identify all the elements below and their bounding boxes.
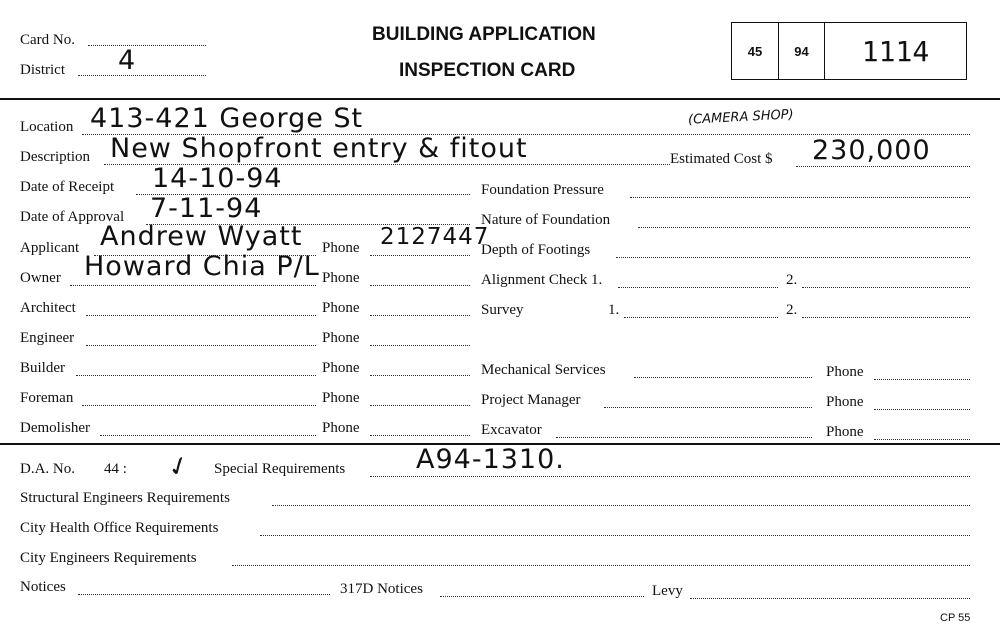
- foundation-pressure-line: [630, 197, 970, 198]
- location-note: (CAMERA SHOP): [687, 107, 795, 128]
- description-label: Description: [20, 149, 90, 165]
- foreman-phone-label: Phone: [322, 390, 360, 406]
- applicant-phone-line: [370, 255, 470, 256]
- city-engineers-label: City Engineers Requirements: [20, 550, 197, 566]
- engineer-line: [86, 345, 316, 346]
- da-no-label: D.A. No.: [20, 461, 75, 477]
- excavator-phone-label: Phone: [826, 424, 864, 440]
- mechanical-services-phone-line: [874, 379, 970, 380]
- levy-line: [690, 598, 970, 599]
- foreman-phone-line: [370, 405, 470, 406]
- owner-value: Howard Chia P/L: [84, 251, 320, 282]
- levy-label: Levy: [652, 583, 683, 599]
- structural-engineers-line: [272, 505, 970, 506]
- foundation-pressure-label: Foundation Pressure: [481, 182, 604, 198]
- location-label: Location: [20, 119, 74, 135]
- survey-line-1: [624, 317, 778, 318]
- card-no-label: Card No.: [20, 32, 75, 48]
- architect-line: [86, 315, 316, 316]
- notices-317d-label: 317D Notices: [340, 581, 423, 597]
- project-manager-phone-line: [874, 409, 970, 410]
- notices-line: [78, 594, 330, 595]
- form-title-line2: INSPECTION CARD: [399, 60, 576, 81]
- district-line: [78, 75, 206, 76]
- architect-label: Architect: [20, 300, 76, 316]
- special-requirements-label: Special Requirements: [214, 461, 346, 477]
- project-manager-phone-label: Phone: [826, 394, 864, 410]
- builder-label: Builder: [20, 360, 65, 376]
- district-value: 4: [118, 45, 137, 76]
- excavator-phone-line: [874, 439, 970, 440]
- applicant-phone-label: Phone: [322, 240, 360, 256]
- estimated-cost-label: Estimated Cost $: [670, 151, 773, 167]
- date-of-receipt-value: 14-10-94: [152, 163, 283, 194]
- alignment-check-label: Alignment Check 1.: [481, 272, 603, 288]
- owner-line: [70, 285, 316, 286]
- notices-317d-line: [440, 596, 644, 597]
- survey-line-2: [802, 317, 970, 318]
- structural-engineers-label: Structural Engineers Requirements: [20, 490, 230, 506]
- applicant-value: Andrew Wyatt: [100, 221, 303, 252]
- applicant-phone-value: 2127447: [380, 224, 490, 250]
- demolisher-phone-line: [370, 435, 470, 436]
- foreman-label: Foreman: [20, 390, 74, 406]
- nature-of-foundation-line: [638, 227, 970, 228]
- estimated-cost-value: 230,000: [812, 135, 931, 166]
- depth-of-footings-line: [616, 257, 970, 258]
- date-of-approval-label: Date of Approval: [20, 209, 125, 225]
- reference-cell-1: 45: [732, 23, 779, 79]
- special-requirements-line: [370, 476, 970, 477]
- builder-line: [76, 375, 316, 376]
- notices-label: Notices: [20, 579, 66, 595]
- city-health-label: City Health Office Requirements: [20, 520, 219, 536]
- city-engineers-line: [232, 565, 970, 566]
- date-of-receipt-label: Date of Receipt: [20, 179, 115, 195]
- nature-of-foundation-label: Nature of Foundation: [481, 212, 611, 228]
- alignment-check-line-1: [618, 287, 778, 288]
- district-label: District: [20, 62, 65, 78]
- architect-phone-line: [370, 315, 470, 316]
- reference-box: [731, 22, 967, 80]
- project-manager-label: Project Manager: [481, 392, 581, 408]
- header-divider: [0, 98, 1000, 100]
- description-value: New Shopfront entry & fitout: [110, 133, 528, 164]
- excavator-label: Excavator: [481, 422, 542, 438]
- city-health-line: [260, 535, 970, 536]
- depth-of-footings-label: Depth of Footings: [481, 242, 591, 258]
- location-value: 413-421 George St: [90, 103, 364, 134]
- engineer-phone-line: [370, 345, 470, 346]
- form-code: CP 55: [940, 612, 971, 624]
- owner-label: Owner: [20, 270, 61, 286]
- survey-2-label: 2.: [786, 302, 798, 318]
- project-manager-line: [604, 407, 812, 408]
- owner-phone-line: [370, 285, 470, 286]
- reference-number: 1114: [861, 34, 930, 68]
- reference-cell-2: 94: [779, 23, 825, 79]
- applicant-label: Applicant: [20, 240, 80, 256]
- builder-phone-label: Phone: [322, 360, 360, 376]
- demolisher-label: Demolisher: [20, 420, 90, 436]
- estimated-cost-line: [796, 166, 970, 167]
- card-no-line: [88, 45, 206, 46]
- mechanical-services-label: Mechanical Services: [481, 362, 606, 378]
- alignment-check-2-label: 2.: [786, 272, 798, 288]
- engineer-label: Engineer: [20, 330, 75, 346]
- engineer-phone-label: Phone: [322, 330, 360, 346]
- mechanical-services-line: [634, 377, 812, 378]
- survey-label: Survey: [481, 302, 524, 318]
- da-check-mark: ✓: [163, 449, 196, 485]
- form-title-line1: BUILDING APPLICATION: [372, 24, 596, 45]
- date-of-approval-value: 7-11-94: [150, 193, 263, 224]
- alignment-check-line-2: [802, 287, 970, 288]
- foreman-line: [82, 405, 316, 406]
- builder-phone-line: [370, 375, 470, 376]
- demolisher-line: [100, 435, 316, 436]
- excavator-line: [556, 437, 812, 438]
- survey-1-label: 1.: [608, 302, 620, 318]
- owner-phone-label: Phone: [322, 270, 360, 286]
- mechanical-services-phone-label: Phone: [826, 364, 864, 380]
- architect-phone-label: Phone: [322, 300, 360, 316]
- demolisher-phone-label: Phone: [322, 420, 360, 436]
- special-requirements-value: A94-1310.: [416, 444, 565, 475]
- da-no-value: 44 :: [104, 461, 127, 477]
